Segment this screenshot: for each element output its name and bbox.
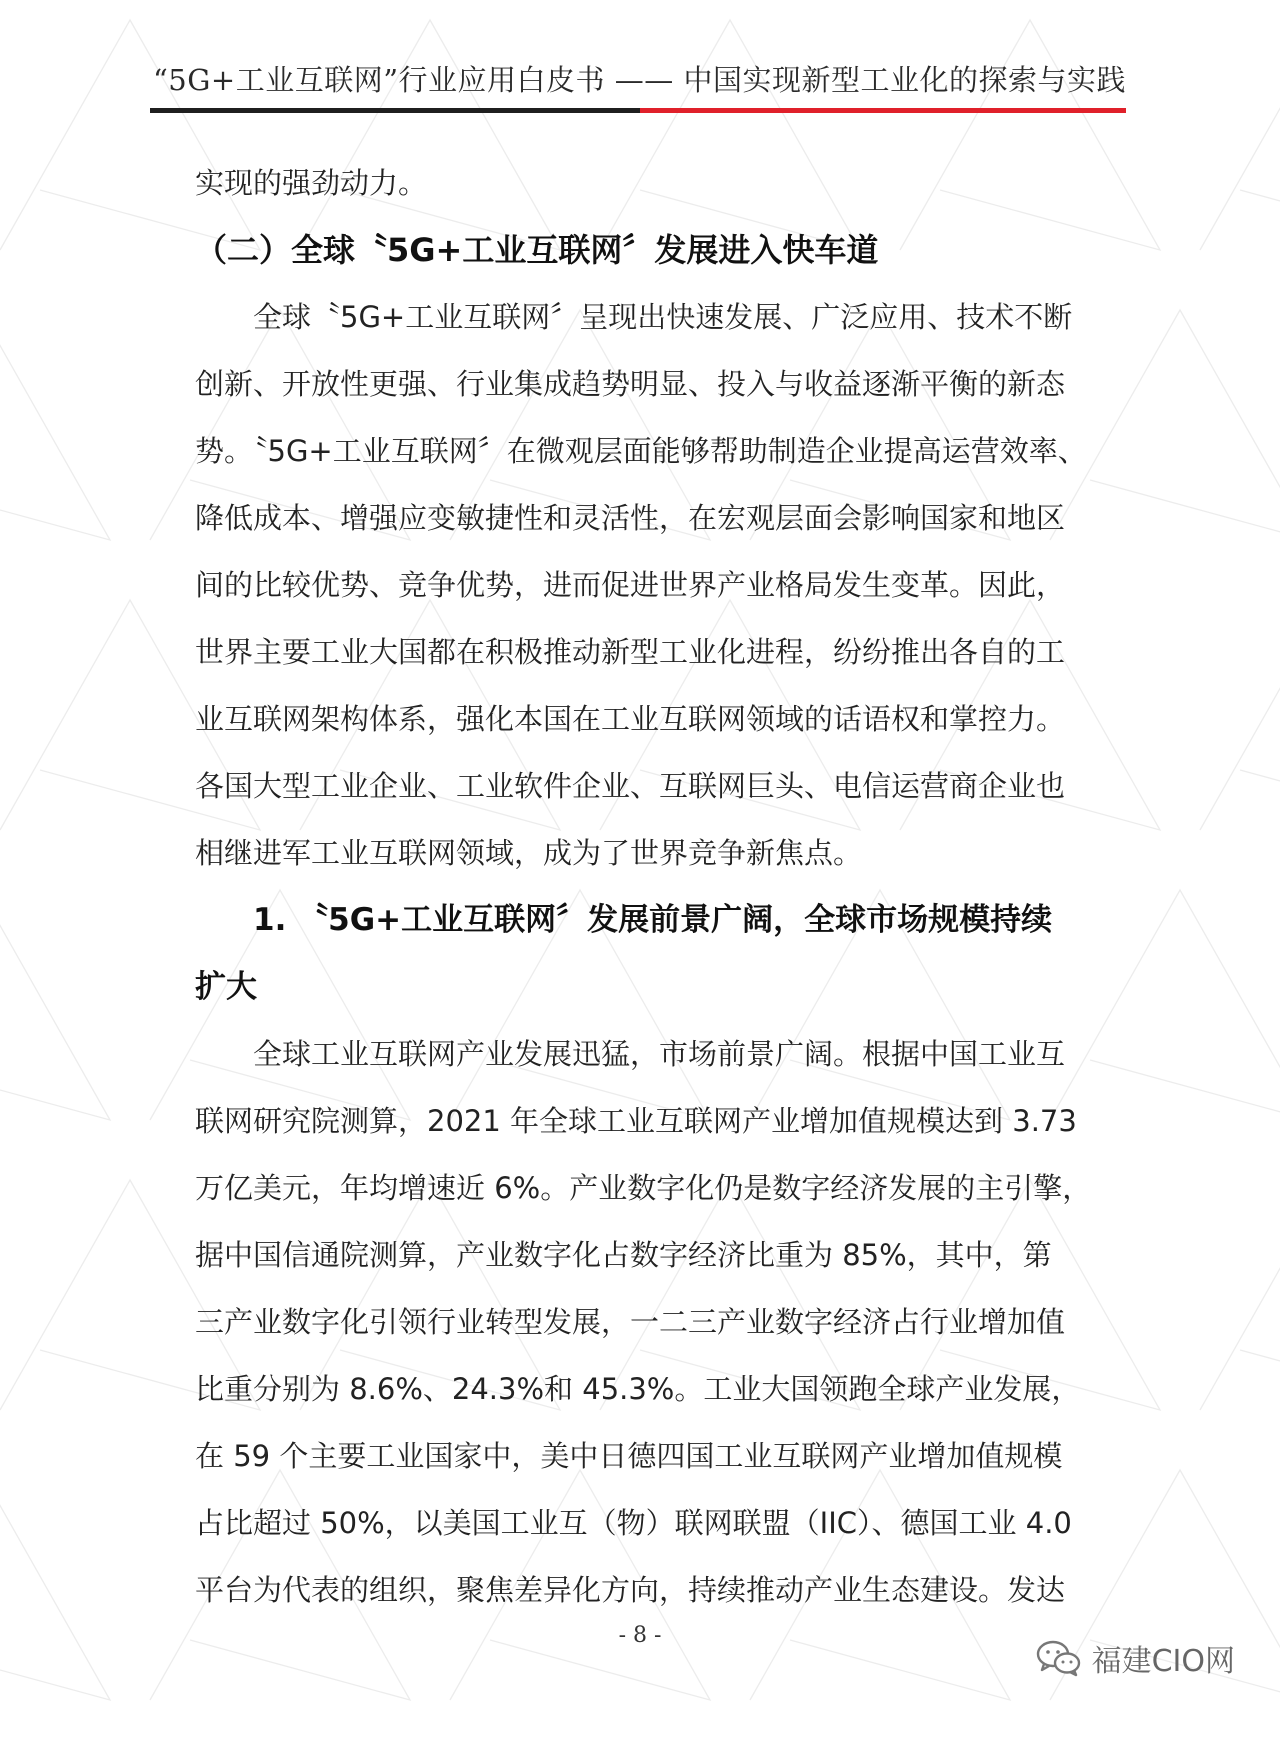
watermark-triangle	[0, 310, 110, 540]
paragraph-line: 创新、开放性更强、行业集成趋势明显、投入与收益逐渐平衡的新态	[195, 367, 1066, 401]
sub-heading-line: 1. 〝5G+工业互联网〞发展前景广阔，全球市场规模持续	[253, 902, 1053, 938]
paragraph-line: 在 59 个主要工业国家中，美中日德四国工业互联网产业增加值规模	[195, 1439, 1063, 1473]
section-heading: （二）全球〝5G+工业互联网〞发展进入快车道	[195, 231, 879, 269]
paragraph-line: 业互联网架构体系，强化本国在工业互联网领域的话语权和掌控力。	[195, 702, 1066, 736]
page-header	[150, 58, 1126, 118]
paragraph-line: 世界主要工业大国都在积极推动新型工业化进程，纷纷推出各自的工	[195, 635, 1066, 669]
sub-heading-line: 扩大	[195, 969, 257, 1005]
document-body	[195, 150, 1092, 1624]
paragraph-line: 间的比较优势、竞争优势，进而促进世界产业格局发生变革。因此，	[195, 568, 1066, 602]
sub-heading	[195, 887, 1085, 1021]
paragraph-line: 据中国信通院测算，产业数字化占数字经济比重为 85%，其中，第	[195, 1238, 1052, 1272]
paragraph-line: 平台为代表的组织，聚焦差异化方向，持续推动产业生态建设。发达	[195, 1573, 1066, 1607]
paragraph-line: 相继进军工业互联网领域，成为了世界竞争新焦点。	[195, 836, 863, 870]
paragraph-line: 势。〝5G+工业互联网〞在微观层面能够帮助制造企业提高运营效率、	[195, 434, 1087, 468]
paragraph-line: 三产业数字化引领行业转型发展，一二三产业数字经济占行业增加值	[195, 1305, 1066, 1339]
watermark-triangle	[0, 890, 110, 1120]
brand-name: 福建CIO网	[1091, 1644, 1235, 1679]
paragraph-2	[195, 1021, 1092, 1624]
watermark-triangle	[1200, 1180, 1280, 1410]
watermark-triangle	[1200, 20, 1280, 250]
brand-mark	[1036, 1636, 1235, 1680]
intro-line: 实现的强劲动力。	[195, 166, 428, 200]
watermark-triangle	[0, 1470, 110, 1700]
watermark-triangle	[1200, 600, 1280, 830]
paragraph-line: 占比超过 50%，以美国工业互（物）联网联盟（IIC）、德国工业 4.0	[195, 1506, 1072, 1540]
wechat-icon	[1036, 1639, 1082, 1677]
header-rule-red	[640, 108, 1126, 113]
paragraph-line: 降低成本、增强应变敏捷性和灵活性，在宏观层面会影响国家和地区	[195, 501, 1066, 535]
paragraph-line: 全球〝5G+工业互联网〞呈现出快速发展、广泛应用、技术不断	[253, 300, 1073, 334]
paragraph-line: 联网研究院测算，2021 年全球工业互联网产业增加值规模达到 3.73	[195, 1104, 1077, 1138]
paragraph-line: 万亿美元，年均增速近 6%。产业数字化仍是数字经济发展的主引擎，	[195, 1171, 1092, 1205]
paragraph-line: 全球工业互联网产业发展迅猛，市场前景广阔。根据中国工业互	[253, 1037, 1066, 1071]
paragraph-1	[195, 284, 1085, 887]
paragraph-line: 各国大型工业企业、工业软件企业、互联网巨头、电信运营商企业也	[195, 769, 1066, 803]
header-rule-dark	[150, 108, 640, 113]
page-number: - 8 -	[618, 1623, 662, 1648]
header-title: “5G+工业互联网”行业应用白皮书 —— 中国实现新型工业化的探索与实践	[152, 63, 1126, 97]
paragraph-line: 比重分别为 8.6%、24.3%和 45.3%。工业大国领跑全球产业发展，	[195, 1372, 1081, 1406]
